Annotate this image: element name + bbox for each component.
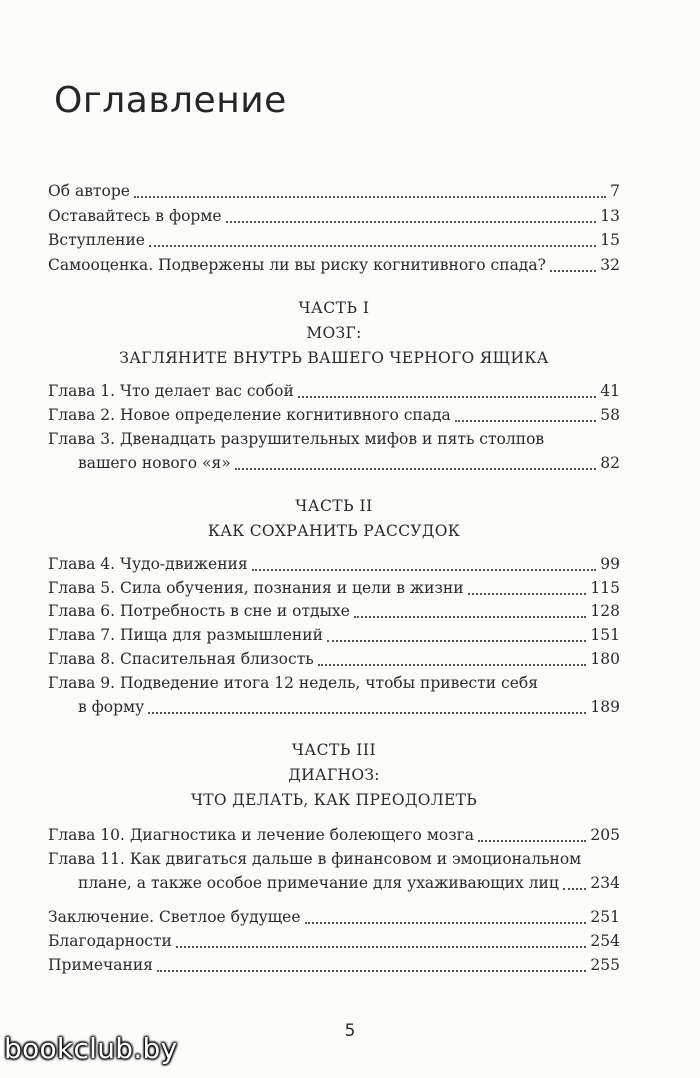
toc-entry-page: 99 bbox=[600, 555, 620, 573]
toc-entry-label: плане, а также особое примечание для ухаживающих лиц bbox=[78, 874, 559, 892]
toc-entry-label: Глава 10. Диагностика и лечение болеющего мозга bbox=[48, 826, 475, 844]
toc-entry-chapter-3-line-1[interactable]: Глава 3. Двенадцать разрушительных мифов и пять столпов bbox=[48, 430, 545, 448]
toc-entry-label: Благодарности bbox=[48, 932, 172, 950]
page-title: Оглавление bbox=[54, 80, 287, 121]
part-1-title-line-2: ЗАГЛЯНИТЕ ВНУТРЬ ВАШЕГО ЧЕРНОГО ЯЩИКА bbox=[119, 349, 549, 367]
toc-entry-chapter-7[interactable] bbox=[48, 624, 620, 646]
leader-dots bbox=[455, 419, 597, 422]
leader-dots bbox=[327, 639, 586, 642]
page-number: 5 bbox=[344, 1021, 356, 1041]
toc-entry-label: Оставайтесь в форме bbox=[48, 207, 222, 225]
leader-dots bbox=[354, 615, 587, 618]
part-3-title-line-2: ЧТО ДЕЛАТЬ, КАК ПРЕОДОЛЕТЬ bbox=[191, 791, 477, 809]
toc-entry-page: 82 bbox=[600, 454, 620, 472]
toc-entry-label: вашего нового «я» bbox=[78, 454, 231, 472]
toc-entry-page: 254 bbox=[590, 932, 620, 950]
toc-entry-page: 205 bbox=[590, 826, 620, 844]
toc-entry-chapter-2[interactable] bbox=[48, 404, 620, 426]
toc-entry-page: 234 bbox=[590, 874, 620, 892]
toc-entry-page: 58 bbox=[600, 406, 620, 424]
toc-entry-chapter-3[interactable] bbox=[48, 452, 620, 474]
toc-entry-page: 7 bbox=[610, 182, 620, 200]
toc-entry-label: Глава 6. Потребность в сне и отдыхе bbox=[48, 602, 350, 620]
toc-entry-page: 32 bbox=[600, 256, 620, 274]
leader-dots bbox=[134, 195, 606, 198]
leader-dots bbox=[235, 467, 596, 470]
leader-dots bbox=[176, 945, 587, 948]
toc-entry-label: Об авторе bbox=[48, 182, 130, 200]
leader-dots bbox=[468, 592, 587, 595]
toc-entry-chapter-6[interactable] bbox=[48, 600, 620, 622]
toc-entry-page: 251 bbox=[590, 908, 620, 926]
leader-dots bbox=[563, 887, 587, 890]
part-3-number: ЧАСТЬ III bbox=[291, 741, 377, 759]
toc-entry-page: 151 bbox=[590, 626, 620, 644]
toc-entry-chapter-5[interactable] bbox=[48, 577, 620, 599]
leader-dots bbox=[298, 395, 596, 398]
toc-entry-chapter-11-line-1[interactable]: Глава 11. Как двигаться дальше в финансовом и эмоциональном bbox=[48, 850, 582, 868]
toc-entry-page: 41 bbox=[600, 382, 620, 400]
toc-entry-conclusion[interactable] bbox=[48, 906, 620, 928]
toc-entry-page: 15 bbox=[600, 231, 620, 249]
part-1-title-line-1: МОЗГ: bbox=[306, 324, 362, 342]
part-2-title-line-1: КАК СОХРАНИТЬ РАССУДОК bbox=[207, 522, 461, 540]
part-2-number: ЧАСТЬ II bbox=[295, 497, 373, 515]
toc-entry-chapter-11[interactable] bbox=[48, 872, 620, 894]
toc-entry-label: Заключение. Светлое будущее bbox=[48, 908, 301, 926]
toc-entry-page: 128 bbox=[590, 602, 620, 620]
toc-entry-chapter-10[interactable] bbox=[48, 824, 620, 846]
toc-entry-label: в форму bbox=[78, 698, 145, 716]
leader-dots bbox=[305, 921, 587, 924]
toc-entry-page: 115 bbox=[590, 579, 620, 597]
toc-entry-page: 189 bbox=[590, 698, 620, 716]
toc-entry-page: 255 bbox=[590, 956, 620, 974]
toc-entry-label: Вступление bbox=[48, 231, 145, 249]
toc-entry-label: Глава 4. Чудо-движения bbox=[48, 555, 248, 573]
toc-entry-notes[interactable] bbox=[48, 954, 620, 976]
toc-entry-chapter-1[interactable] bbox=[48, 380, 620, 402]
toc-entry-label: Глава 7. Пища для размышлений bbox=[48, 626, 323, 644]
toc-entry-label: Самооценка. Подвержены ли вы риску когнитивного спада? bbox=[48, 256, 546, 274]
part-1-number: ЧАСТЬ I bbox=[298, 299, 370, 317]
toc-entry-label: Примечания bbox=[48, 956, 153, 974]
site-watermark: bookclub.by bbox=[4, 1032, 178, 1065]
toc-entry-self-assessment[interactable] bbox=[48, 254, 620, 276]
toc-entry-page: 13 bbox=[600, 207, 620, 225]
toc-entry-chapter-9-line-1[interactable]: Глава 9. Подведение итога 12 недель, чтобы привести себя bbox=[48, 674, 538, 692]
toc-entry-chapter-9[interactable] bbox=[48, 696, 620, 718]
leader-dots bbox=[478, 839, 586, 842]
toc-entry-chapter-8[interactable] bbox=[48, 648, 620, 670]
leader-dots bbox=[226, 220, 597, 223]
leader-dots bbox=[252, 568, 597, 571]
toc-entry-label: Глава 8. Спасительная близость bbox=[48, 650, 314, 668]
toc-entry-stay-in-shape[interactable] bbox=[48, 205, 620, 227]
leader-dots bbox=[148, 711, 586, 714]
leader-dots bbox=[149, 244, 596, 247]
toc-entry-chapter-4[interactable] bbox=[48, 553, 620, 575]
toc-entry-acknowledgements[interactable] bbox=[48, 930, 620, 952]
leader-dots bbox=[318, 663, 587, 666]
toc-entry-label: Глава 5. Сила обучения, познания и цели в жизни bbox=[48, 579, 464, 597]
toc-entry-label: Глава 1. Что делает вас собой bbox=[48, 382, 294, 400]
part-3-title-line-1: ДИАГНОЗ: bbox=[288, 766, 380, 784]
toc-entry-about-author[interactable] bbox=[48, 180, 620, 202]
leader-dots bbox=[550, 269, 596, 272]
toc-entry-page: 180 bbox=[590, 650, 620, 668]
leader-dots bbox=[157, 969, 586, 972]
toc-entry-label: Глава 2. Новое определение когнитивного спада bbox=[48, 406, 451, 424]
toc-entry-introduction[interactable] bbox=[48, 229, 620, 251]
